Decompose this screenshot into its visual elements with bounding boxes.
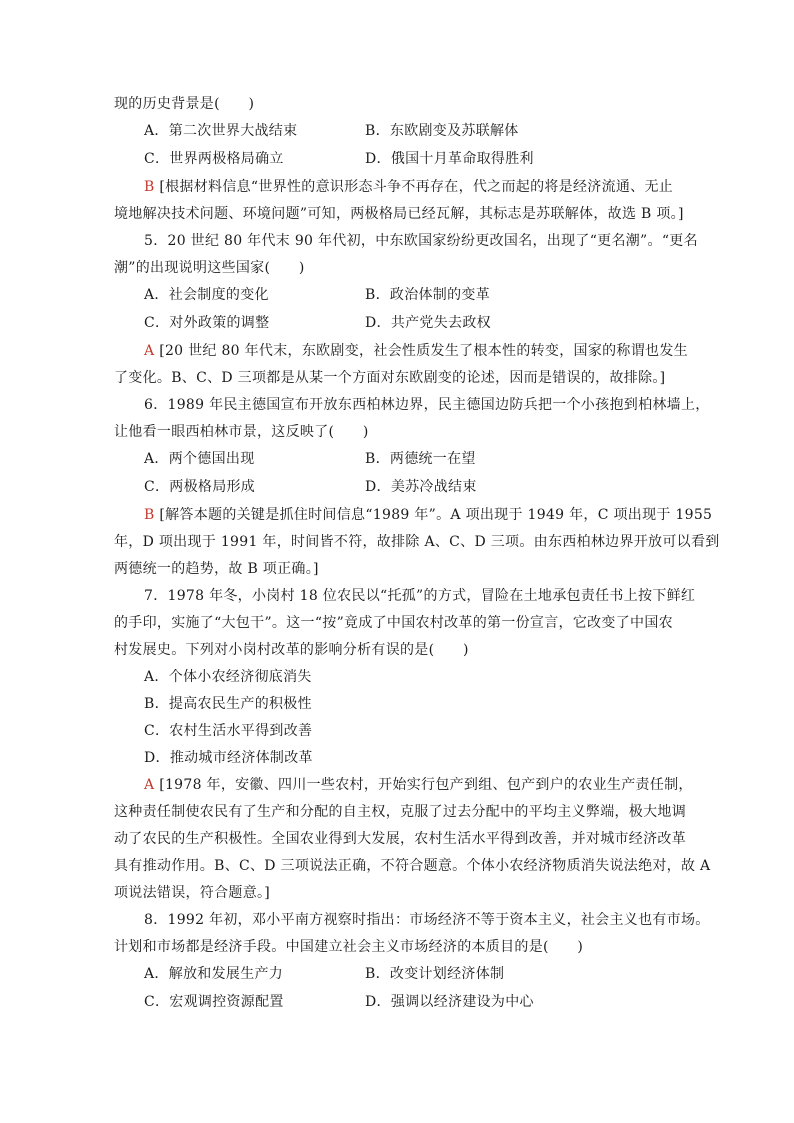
q8-option-d: D．强调以经济建设为中心 (365, 994, 534, 1010)
q7-explanation-line-3: 动了农民的生产积极性。全国农业得到大发展，农村生活水平得到改善，并对城市经济改革 (114, 831, 686, 847)
q7-answer-letter: A (144, 777, 155, 793)
q8-option-c: C．宏观调控资源配置 (144, 994, 284, 1010)
q5-explanation-line-2: 了变化。B、C、D 三项都是从某一个方面对东欧剧变的论述，因而是错误的，故排除。] (114, 370, 666, 386)
q6-explanation-line-2: 年，D 项出现于 1991 年，时间皆不符，故排除 A、C、D 三项。由东西柏林边界开放可以看到 (114, 534, 720, 550)
q8-option-a: A．解放和发展生产力 (144, 966, 284, 982)
question-8-stem-line-1: 8．1992 年初，邓小平南方视察时指出：市场经济不等于资本主义，社会主义也有市场。 (144, 912, 710, 928)
q6-explanation-line-3: 两德统一的趋势，故 B 项正确。] (114, 561, 319, 577)
q5-option-a: A．社会制度的变化 (144, 287, 269, 303)
q7-option-a: A．个体小农经济彻底消失 (144, 669, 312, 685)
q7-explanation-line-1: A [1978 年，安徽、四川一些农村，开始实行包产到组、包产到户的农业生产责任制， (144, 777, 693, 793)
q5-option-b: B．政治体制的变革 (365, 287, 490, 303)
q6-answer-letter: B (144, 507, 155, 523)
q7-explanation-line-5: 项说法错误，符合题意。] (114, 885, 271, 901)
q5-explanation-line-1: A [20 世纪 80 年代末，东欧剧变，社会性质发生了根本性的转变，国家的称谓也发生 (144, 343, 688, 359)
question-8-stem-line-2: 计划和市场都是经济手段。中国建立社会主义市场经济的本质目的是( ) (114, 939, 584, 955)
q6-option-c: C．两极格局形成 (144, 479, 256, 495)
question-7-stem-line-2: 的手印，实施了“大包干”。这一“按”竟成了中国农村改革的第一份宣言，它改变了中国农 (114, 615, 673, 631)
q4-option-b: B．东欧剧变及苏联解体 (365, 123, 519, 139)
q6-option-b: B．两德统一在望 (365, 451, 476, 467)
q4-answer-letter: B (144, 179, 155, 195)
q4-option-a: A．第二次世界大战结束 (144, 123, 298, 139)
question-7-stem-line-1: 7．1978 年冬，小岗村 18 位农民以“托孤”的方式，冒险在土地承包责任书上按下鲜红 (144, 588, 696, 604)
q7-explanation-line-2: 这种责任制使农民有了生产和分配的自主权，克服了过去分配中的平均主义弊端，极大地调 (114, 804, 686, 820)
q6-explanation-line-1: B [解答本题的关键是抓住时间信息“1989 年”。A 项出现于 1949 年，C 项出现于 1955 (144, 507, 713, 523)
q5-answer-letter: A (144, 343, 155, 359)
q7-explanation-line-4: 具有推动作用。B、C、D 三项说法正确，不符合题意。个体小农经济物质消失说法绝对，故 A (114, 858, 711, 874)
q6-option-d: D．美苏冷战结束 (365, 479, 477, 495)
q5-option-d: D．共产党失去政权 (365, 315, 491, 331)
q6-option-a: A．两个德国出现 (144, 451, 255, 467)
q4-option-d: D．俄国十月革命取得胜利 (365, 151, 534, 167)
q8-option-b: B．改变计划经济体制 (365, 966, 505, 982)
q4-option-c: C．世界两极格局确立 (144, 151, 284, 167)
q7-option-d: D．推动城市经济体制改革 (144, 750, 313, 766)
q7-option-b: B．提高农民生产的积极性 (144, 696, 312, 712)
question-6-stem-line-2: 让他看一眼西柏林市景，这反映了( ) (114, 424, 369, 440)
question-6-stem-line-1: 6．1989 年民主德国宣布开放东西柏林边界，民主德国边防兵把一个小孩抱到柏林墙上， (144, 397, 710, 413)
question-5-stem-line-2: 潮”的出现说明这些国家( ) (114, 260, 305, 276)
q5-option-c: C．对外政策的调整 (144, 315, 270, 331)
question-4-stem-end: 现的历史背景是( ) (114, 96, 255, 112)
q4-explanation-line-2: 境地解决技术问题、环境问题”可知，两极格局已经瓦解，其标志是苏联解体，故选 B 项。] (114, 206, 684, 222)
q7-option-c: C．农村生活水平得到改善 (144, 723, 313, 739)
q4-explanation-line-1: B [根据材料信息“世界性的意识形态斗争不再存在，代之而起的将是经济流通、无止 (144, 179, 674, 195)
question-7-stem-line-3: 村发展史。下列对小岗村改革的影响分析有误的是( ) (114, 642, 469, 658)
question-5-stem-line-1: 5．20 世纪 80 年代末 90 年代初，中东欧国家纷纷更改国名，出现了“更名潮”。“更名 (144, 233, 698, 249)
